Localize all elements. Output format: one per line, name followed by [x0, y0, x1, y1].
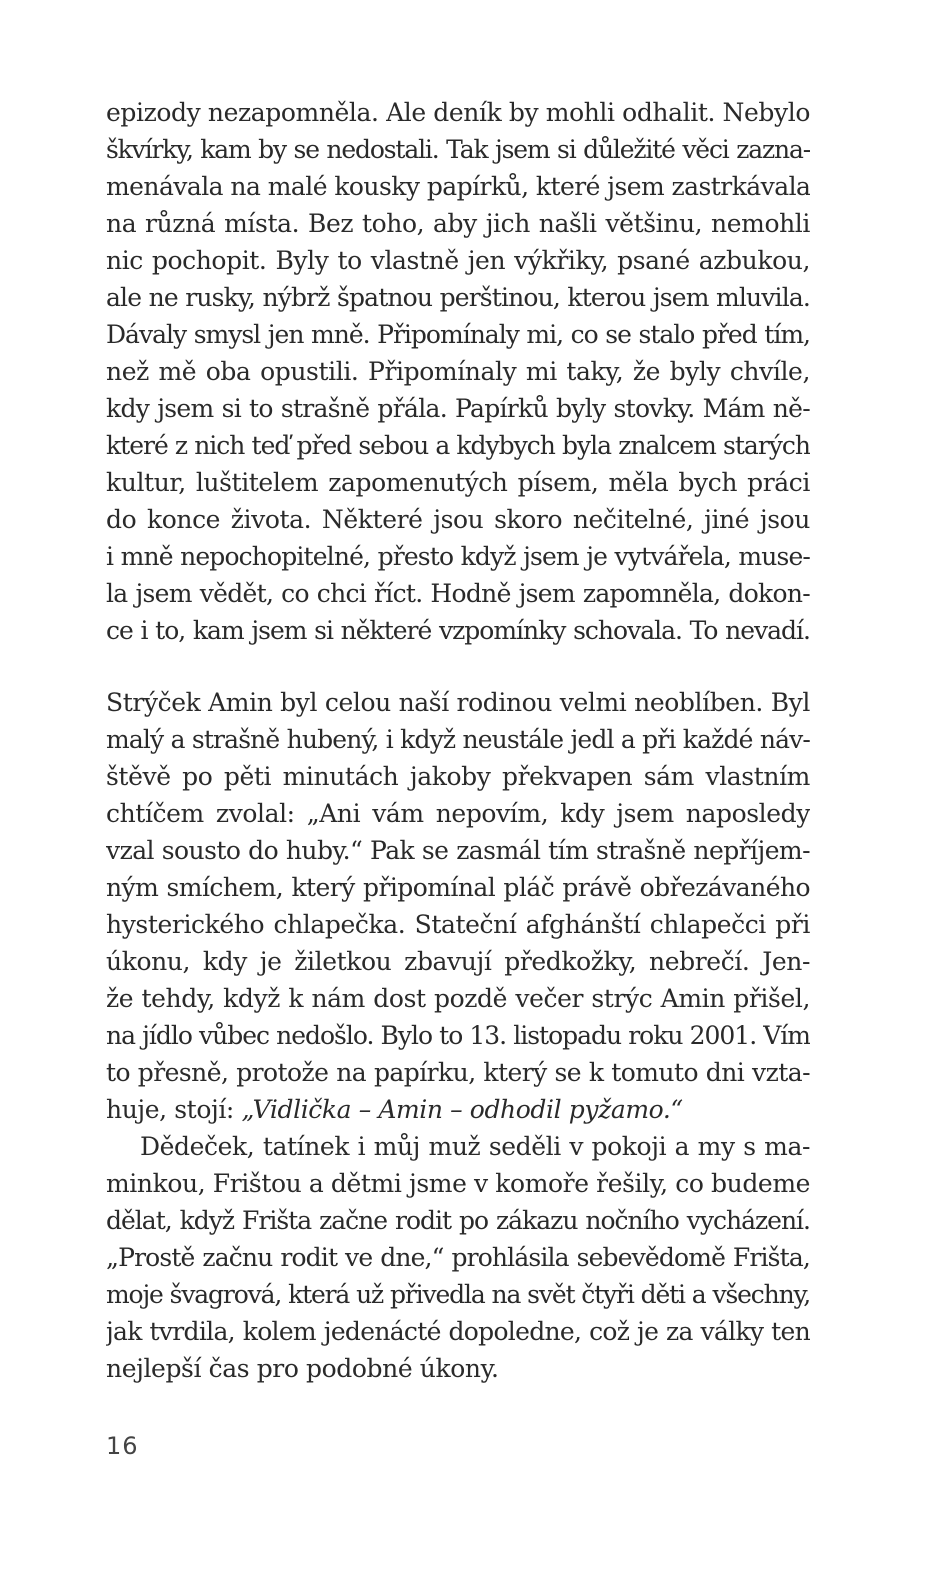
paragraph-3 — [106, 1128, 810, 1387]
text-line-last — [106, 1091, 810, 1128]
text-line: kdy jsem si to strašně přála. Papírků byly stovky. Mám ně- — [106, 394, 810, 423]
page-number: 16 — [106, 1432, 139, 1460]
paragraph-1 — [106, 94, 810, 649]
text-line: dělat, když Frišta začne rodit po zákazu nočního vycházení. — [106, 1206, 810, 1235]
text-line: kultur, luštitelem zapomenutých písem, měla bych práci — [106, 468, 810, 497]
text-line: než mě oba opustili. Připomínaly mi taky, že byly chvíle, — [106, 357, 810, 386]
text-line: vzal sousto do huby.“ Pak se zasmál tím strašně nepříjem- — [106, 836, 810, 865]
text-line: úkonu, kdy je žiletkou zbavují předkožky, nebrečí. Jen- — [106, 947, 810, 976]
text-line: minkou, Frištou a dětmi jsme v komoře řešily, co budeme — [106, 1169, 810, 1198]
text-line: hysterického chlapečka. Stateční afghánští chlapečci při — [106, 910, 810, 939]
text-line: ce i to, kam jsem si některé vzpomínky schovala. To nevadí. — [106, 616, 810, 645]
text-line: štěvě po pěti minutách jakoby překvapen sám vlastním — [106, 762, 810, 791]
text-line: chtíčem zvolal: „Ani vám nepovím, kdy jsem naposledy — [106, 799, 810, 828]
text-line: nejlepší čas pro podobné úkony. — [106, 1354, 499, 1383]
text-line: ale ne rusky, nýbrž špatnou perštinou, kterou jsem mluvila. — [106, 283, 810, 312]
text-line: i mně nepochopitelné, přesto když jsem je vytvářela, muse- — [106, 542, 810, 571]
text-line: „Prostě začnu rodit ve dne,“ prohlásila sebevědomě Frišta, — [106, 1243, 810, 1272]
text-line: moje švagrová, která už přivedla na svět čtyři děti a všechny, — [106, 1280, 810, 1309]
text-line: la jsem vědět, co chci říct. Hodně jsem zapomněla, dokon- — [106, 579, 810, 608]
text-line: ným smíchem, který připomínal pláč právě obřezávaného — [106, 873, 810, 902]
text-line: Dědeček, tatínek i můj muž seděli v pokoji a my s ma- — [140, 1132, 810, 1161]
text-fragment: huje, stojí: — [106, 1095, 242, 1124]
text-line: které z nich teď před sebou a kdybych byla znalcem starých — [106, 431, 810, 460]
paragraph-2 — [106, 684, 810, 1128]
italic-quote: „Vidlička – Amin – odhodil pyžamo.“ — [241, 1095, 683, 1124]
text-line: na různá místa. Bez toho, aby jich našli většinu, nemohli — [106, 209, 810, 238]
text-line: že tehdy, když k nám dost pozdě večer strýc Amin přišel, — [106, 984, 810, 1013]
text-line: Strýček Amin byl celou naší rodinou velmi neoblíben. Byl — [106, 688, 810, 717]
text-line: menávala na malé kousky papírků, které jsem zastrkávala — [106, 172, 810, 201]
text-line: malý a strašně hubený, i když neustále jedl a při každé náv- — [106, 725, 810, 754]
text-line: nic pochopit. Byly to vlastně jen výkřiky, psané azbukou, — [106, 246, 810, 275]
text-line: epizody nezapomněla. Ale deník by mohli odhalit. Nebylo — [106, 98, 810, 127]
text-line: to přesně, protože na papírku, který se k tomuto dni vzta- — [106, 1058, 810, 1087]
text-line: do konce života. Některé jsou skoro nečitelné, jiné jsou — [106, 505, 810, 534]
text-line: jak tvrdila, kolem jedenácté dopoledne, což je za války ten — [106, 1317, 810, 1346]
text-line: Dávaly smysl jen mně. Připomínaly mi, co se stalo před tím, — [106, 320, 810, 349]
text-line: na jídlo vůbec nedošlo. Bylo to 13. listopadu roku 2001. Vím — [106, 1021, 810, 1050]
text-line: škvírky, kam by se nedostali. Tak jsem si důležité věci zazna- — [106, 135, 810, 164]
